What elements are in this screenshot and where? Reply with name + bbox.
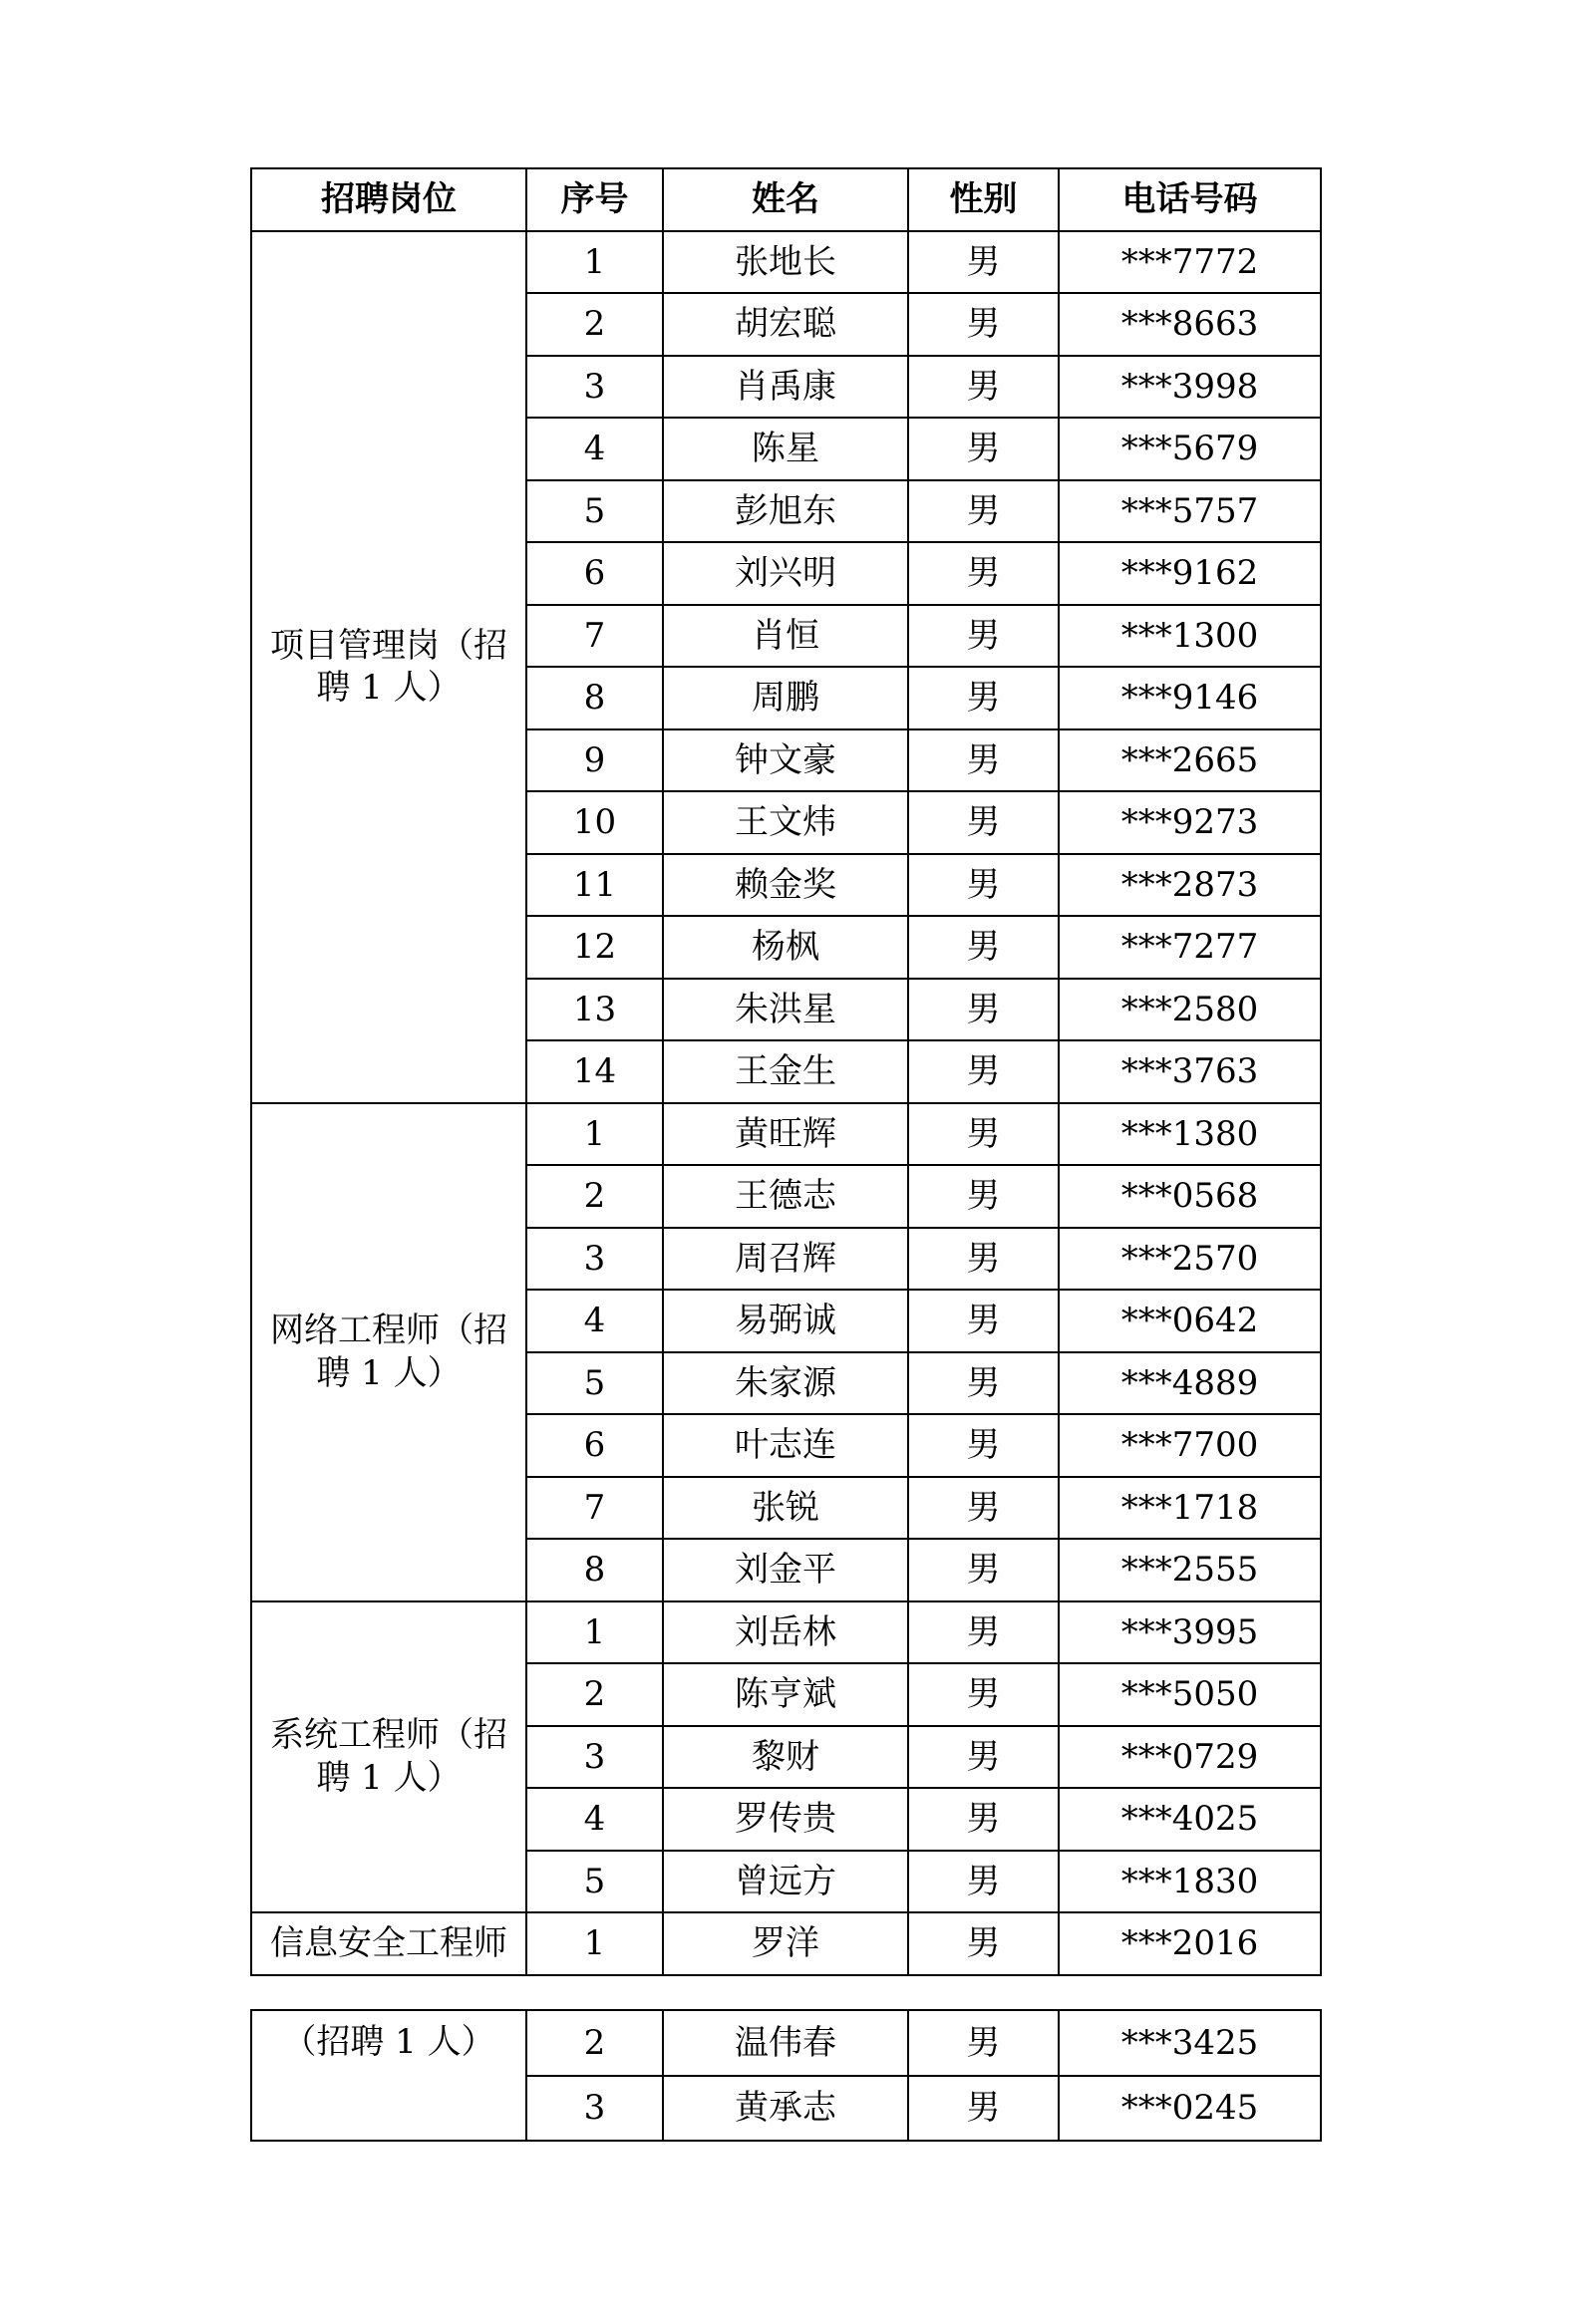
row-no: 14 [526, 1040, 663, 1103]
row-name: 罗传贵 [663, 1788, 908, 1851]
row-phone: ***2570 [1059, 1228, 1321, 1291]
row-name: 易弼诚 [663, 1290, 908, 1352]
header-row [251, 168, 1321, 231]
row-phone: ***3763 [1059, 1040, 1321, 1103]
row-phone: ***2665 [1059, 729, 1321, 792]
position-cell-continued: （招聘 1 人） [251, 2010, 526, 2141]
row-gender: 男 [908, 1539, 1059, 1601]
row-name: 刘金平 [663, 1539, 908, 1601]
row-phone: ***1380 [1059, 1103, 1321, 1166]
row-phone: ***3998 [1059, 356, 1321, 419]
row-name: 周召辉 [663, 1228, 908, 1291]
row-gender: 男 [908, 1726, 1059, 1789]
row-no: 4 [526, 1290, 663, 1352]
row-no: 7 [526, 1477, 663, 1540]
position-cell: 项目管理岗（招聘 1 人） [251, 231, 526, 1103]
row-name: 胡宏聪 [663, 293, 908, 356]
row-no: 12 [526, 916, 663, 979]
row-gender: 男 [908, 854, 1059, 917]
row-phone: ***7277 [1059, 916, 1321, 979]
row-gender: 男 [908, 418, 1059, 480]
row-no: 4 [526, 1788, 663, 1851]
row-phone: ***5050 [1059, 1663, 1321, 1726]
row-gender: 男 [908, 916, 1059, 979]
row-no: 9 [526, 729, 663, 792]
row-name: 张锐 [663, 1477, 908, 1540]
row-phone: ***0568 [1059, 1165, 1321, 1228]
row-phone: ***4025 [1059, 1788, 1321, 1851]
row-no: 4 [526, 418, 663, 480]
row-phone: ***1830 [1059, 1851, 1321, 1913]
row-phone: ***0642 [1059, 1290, 1321, 1352]
position-cell: 网络工程师（招聘 1 人） [251, 1103, 526, 1601]
header-name: 姓名 [663, 168, 908, 231]
row-no: 8 [526, 1539, 663, 1601]
row-no: 3 [526, 1228, 663, 1291]
applicant-table-continued [250, 2009, 1322, 2142]
row-name: 朱家源 [663, 1352, 908, 1415]
row-phone: ***9273 [1059, 791, 1321, 854]
row-gender: 男 [908, 979, 1059, 1041]
row-no: 11 [526, 854, 663, 917]
row-phone: ***5679 [1059, 418, 1321, 480]
row-no: 5 [526, 480, 663, 543]
row-no: 2 [526, 1165, 663, 1228]
row-gender: 男 [908, 1352, 1059, 1415]
table-row [251, 2010, 1321, 2076]
row-name: 温伟春 [663, 2010, 908, 2076]
row-name: 杨枫 [663, 916, 908, 979]
row-gender: 男 [908, 1788, 1059, 1851]
row-no: 3 [526, 2076, 663, 2142]
row-gender: 男 [908, 605, 1059, 668]
header-no: 序号 [526, 168, 663, 231]
row-phone: ***0245 [1059, 2076, 1321, 2142]
table-row [251, 1912, 1321, 1975]
position-cell: 系统工程师（招聘 1 人） [251, 1601, 526, 1913]
row-no: 1 [526, 1601, 663, 1664]
row-name: 陈亨斌 [663, 1663, 908, 1726]
row-phone: ***5757 [1059, 480, 1321, 543]
row-name: 罗洋 [663, 1912, 908, 1975]
row-gender: 男 [908, 1103, 1059, 1166]
row-phone: ***2580 [1059, 979, 1321, 1041]
row-gender: 男 [908, 1165, 1059, 1228]
applicant-table [250, 167, 1322, 1976]
row-name: 钟文豪 [663, 729, 908, 792]
row-name: 陈星 [663, 418, 908, 480]
header-position: 招聘岗位 [251, 168, 526, 231]
row-no: 13 [526, 979, 663, 1041]
row-phone: ***3425 [1059, 2010, 1321, 2076]
row-gender: 男 [908, 1290, 1059, 1352]
row-gender: 男 [908, 231, 1059, 294]
row-no: 6 [526, 1414, 663, 1477]
row-no: 7 [526, 605, 663, 668]
row-phone: ***0729 [1059, 1726, 1321, 1789]
row-phone: ***9146 [1059, 667, 1321, 729]
row-gender: 男 [908, 1040, 1059, 1103]
table-row [251, 1103, 1321, 1166]
row-gender: 男 [908, 1477, 1059, 1540]
row-name: 朱洪星 [663, 979, 908, 1041]
row-gender: 男 [908, 667, 1059, 729]
row-no: 1 [526, 1103, 663, 1166]
row-no: 5 [526, 1851, 663, 1913]
row-no: 1 [526, 1912, 663, 1975]
row-name: 彭旭东 [663, 480, 908, 543]
position-cell: 信息安全工程师 [251, 1912, 526, 1975]
row-phone: ***1718 [1059, 1477, 1321, 1540]
row-name: 曾远方 [663, 1851, 908, 1913]
row-gender: 男 [908, 1663, 1059, 1726]
row-no: 2 [526, 293, 663, 356]
row-gender: 男 [908, 1912, 1059, 1975]
row-phone: ***4889 [1059, 1352, 1321, 1415]
row-name: 王金生 [663, 1040, 908, 1103]
row-no: 1 [526, 231, 663, 294]
row-no: 3 [526, 1726, 663, 1789]
row-name: 肖禹康 [663, 356, 908, 419]
row-gender: 男 [908, 1851, 1059, 1913]
row-gender: 男 [908, 1414, 1059, 1477]
table-row [251, 231, 1321, 294]
row-phone: ***2016 [1059, 1912, 1321, 1975]
row-gender: 男 [908, 2010, 1059, 2076]
row-no: 3 [526, 356, 663, 419]
row-name: 黄旺辉 [663, 1103, 908, 1166]
row-no: 2 [526, 1663, 663, 1726]
row-phone: ***2555 [1059, 1539, 1321, 1601]
row-gender: 男 [908, 480, 1059, 543]
row-gender: 男 [908, 1228, 1059, 1291]
row-phone: ***3995 [1059, 1601, 1321, 1664]
row-no: 2 [526, 2010, 663, 2076]
row-phone: ***1300 [1059, 605, 1321, 668]
row-name: 王德志 [663, 1165, 908, 1228]
row-phone: ***9162 [1059, 542, 1321, 605]
table-row [251, 1601, 1321, 1664]
row-gender: 男 [908, 293, 1059, 356]
header-phone: 电话号码 [1059, 168, 1321, 231]
row-gender: 男 [908, 356, 1059, 419]
row-name: 叶志连 [663, 1414, 908, 1477]
row-name: 张地长 [663, 231, 908, 294]
row-phone: ***8663 [1059, 293, 1321, 356]
row-name: 赖金奖 [663, 854, 908, 917]
row-no: 8 [526, 667, 663, 729]
row-gender: 男 [908, 542, 1059, 605]
row-name: 刘兴明 [663, 542, 908, 605]
row-name: 黄承志 [663, 2076, 908, 2142]
row-gender: 男 [908, 1601, 1059, 1664]
row-name: 黎财 [663, 1726, 908, 1789]
row-name: 肖恒 [663, 605, 908, 668]
row-phone: ***7700 [1059, 1414, 1321, 1477]
row-name: 刘岳林 [663, 1601, 908, 1664]
row-no: 6 [526, 542, 663, 605]
row-no: 10 [526, 791, 663, 854]
row-phone: ***7772 [1059, 231, 1321, 294]
row-phone: ***2873 [1059, 854, 1321, 917]
row-gender: 男 [908, 2076, 1059, 2142]
row-gender: 男 [908, 791, 1059, 854]
row-name: 王文炜 [663, 791, 908, 854]
row-gender: 男 [908, 729, 1059, 792]
row-name: 周鹏 [663, 667, 908, 729]
header-gender: 性别 [908, 168, 1059, 231]
row-no: 5 [526, 1352, 663, 1415]
